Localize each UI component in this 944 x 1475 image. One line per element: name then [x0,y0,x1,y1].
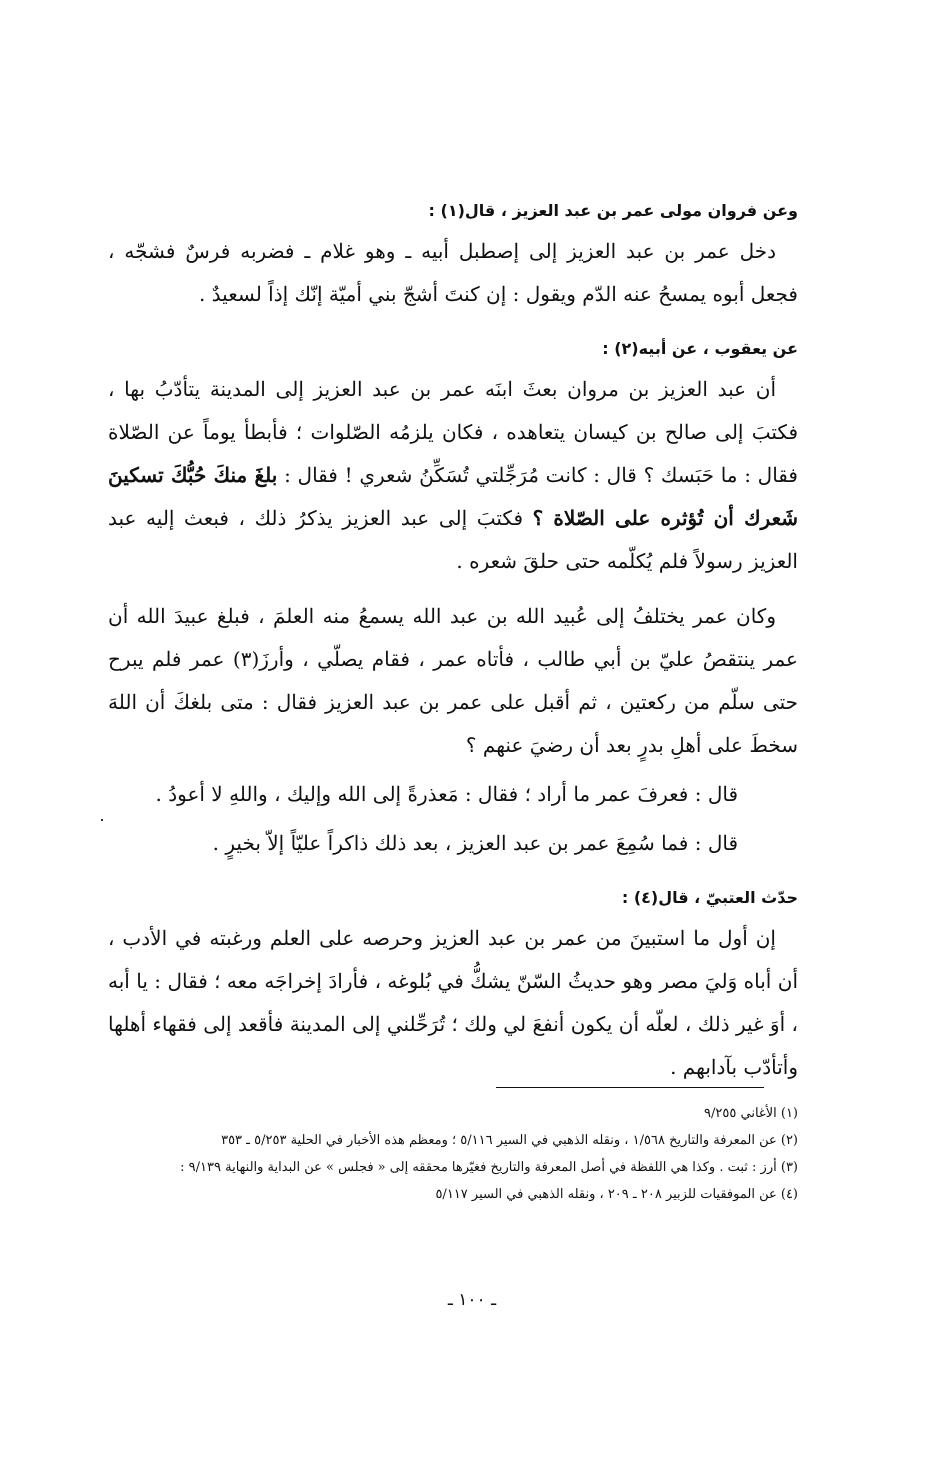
quote-1: قال : فعرفَ عمر ما أراد ؛ فقال : مَعذرةً إلى الله وإليك ، واللهِ لا أعودُ . [155,782,738,806]
paragraph-2 [108,368,798,583]
footnote-divider [496,1087,764,1088]
paragraph-3: وكان عمر يختلفُ إلى عُبيد الله بن عبد الله يسمعُ منه العلمَ ، فبلغ عبيدَ الله أن عمر ينتقصُ عليّ بن أبي طالب ، فأتاه عمر ، فقام يصلّي ، وأرزَ(٣) عمر فلم يبرح حتى سلّم من ركعتين ، ثم أقبل على عمر بن عبد العزيز فقال : متى بلغكَ أن اللهَ سخطَ على أهلِ بدرٍ بعد أن رضيَ عنهم ؟ [108,604,798,757]
quote-2: قال : فما سُمِعَ عمر بن عبد العزيز ، بعد ذلك ذاكراً عليّاً إلاّ بخيرٍ . [212,831,738,855]
scan-speck [101,819,103,821]
paragraph-2-part1: أن عبد العزيز بن مروان بعثَ ابنَه عمر بن عبد العزيز إلى المدينة يتأدّبُ بها ، فكتبَ إلى صالح بن كيسان يتعاهده ، فكان يلزمُه الصّلوات ؛ فأبطأ يوماً عن الصّلاة فقال : ما حَبَسك ؟ قال : كانت مُرَجِّلتي تُسَكِّنُ شعري ! فقال : [108,377,798,487]
footnote-3: (٣) أرز : ثبت . وكذا هي اللفظة في أصل المعرفة والتاريخ فغيّرها محققه إلى « فجلس » عن البداية والنهاية ٩/١٣٩ : [180,1160,798,1175]
footnote-4: (٤) عن الموفقيات للزبير ٢٠٨ ـ ٢٠٩ ، ونقله الذهبي في السير ٥/١١٧ [435,1187,798,1202]
paragraph-1: دخل عمر بن عبد العزيز إلى إصطبل أبيه ـ وهو غلام ـ فضربه فرسٌ فشجّه ، فجعل أبوه يمسحُ عنه الدّم ويقول : إن كنتَ أشجّ بني أميّة إنّك إذاً لسعيدٌ . [108,239,798,306]
page-number: ـ ١٠٠ ـ [447,1290,497,1310]
footnotes [108,1100,798,1208]
section-heading-1: وعن فروان مولى عمر بن عبد العزيز ، قال(١) : [428,201,798,220]
footnote-1: (١) الأغاني ٩/٢٥٥ [704,1106,798,1121]
main-text [108,196,798,1089]
paragraph-2-bold: بلغَ منكَ حُبُّكَ تسكينَ شَعرك أن تُؤثره على الصّلاة ؟ [108,463,798,530]
section-heading-4: حدّث العتبيّ ، قال(٤) : [621,888,798,907]
footnote-2: (٢) عن المعرفة والتاريخ ١/٥٦٨ ، ونقله الذهبي في السير ٥/١١٦ ؛ ومعظم هذه الأخبار في الحلية ٥/٢٥٣ ـ ٣٥٣ [221,1133,798,1148]
paragraph-2-part2: فكتبَ إلى عبد العزيز يذكرُ ذلك ، فبعث إليه عبد العزيز رسولاً فلم يُكلّمه حتى حلقَ شعره . [108,506,798,573]
section-heading-2: عن يعقوب ، عن أبيه(٢) : [602,339,798,358]
paragraph-4: إن أول ما استبينَ من عمر بن عبد العزيز وحرصه على العلم ورغبته في الأدب ، أن أباه وَليَ مصر وهو حديثُ السّنّ يشكُّ في بُلوغه ، فأرادَ إخراجَه معه ؛ فقال : يا أبه ، أوَ غير ذلك ، لعلّه أن يكون أنفعَ لي ولك ؛ تُرَحِّلني إلى المدينة فأقعد إلى فقهاء أهلها وأتأدّب بآدابهم . [108,926,798,1079]
